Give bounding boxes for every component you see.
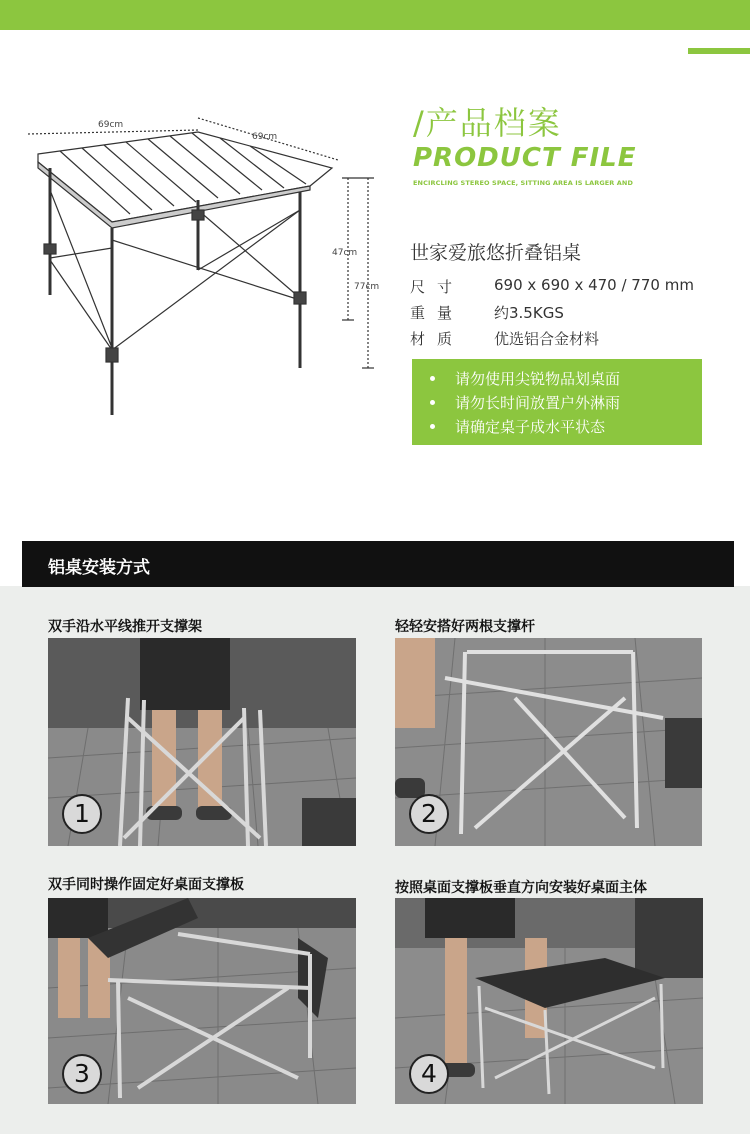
step-1-photo — [48, 638, 356, 846]
step-3-photo — [48, 898, 356, 1104]
notice-item — [430, 368, 620, 389]
care-notice-box — [412, 359, 702, 445]
product-file-title: /产品档案 — [413, 104, 562, 142]
spec-row-weight — [410, 302, 564, 323]
spec-value: 约3.5KGS — [494, 304, 564, 322]
table-line-drawing — [20, 110, 390, 430]
spec-label: 重量 — [410, 304, 465, 322]
notice-item — [430, 416, 605, 437]
step-4-photo — [395, 898, 703, 1104]
spec-value: 690 x 690 x 470 / 770 mm — [494, 276, 694, 294]
spec-label: 尺寸 — [410, 278, 465, 296]
step-4-number-badge: 4 — [409, 1054, 449, 1094]
step-2-caption: 轻轻安搭好两根支撑杆 — [395, 619, 535, 635]
bullet-icon — [430, 424, 435, 429]
step-3-caption: 双手同时操作固定好桌面支撑板 — [48, 877, 244, 893]
install-title: 铝桌安装方式 — [48, 558, 150, 578]
top-accent-bar — [0, 0, 750, 30]
product-file-tagline: ENCIRCLING STEREO SPACE, SITTING AREA IS LARGER AND — [413, 179, 633, 187]
product-name: 世家爱旅悠折叠铝桌 — [410, 242, 582, 264]
spec-value: 优选铝合金材料 — [494, 330, 600, 348]
step-1-number-badge: 1 — [62, 794, 102, 834]
product-file-title-en: PRODUCT FILE — [413, 143, 637, 173]
notice-text: 请确定桌子成水平状态 — [455, 418, 606, 436]
notice-text: 请勿长时间放置户外淋雨 — [455, 394, 621, 412]
install-header — [22, 541, 734, 587]
notice-item — [430, 392, 620, 413]
spec-label: 材质 — [410, 330, 465, 348]
notice-text: 请勿使用尖锐物品划桌面 — [455, 370, 621, 388]
step-4-caption: 按照桌面支撑板垂直方向安装好桌面主体 — [395, 880, 647, 896]
table-dimension-diagram — [20, 110, 390, 430]
step-2-photo — [395, 638, 702, 846]
bullet-icon — [430, 400, 435, 405]
side-accent-bar — [688, 48, 750, 54]
step-1-caption: 双手沿水平线推开支撑架 — [48, 619, 202, 635]
high-height-label: 77cm — [354, 282, 380, 292]
step-2-number-badge: 2 — [409, 794, 449, 834]
depth-dimension-label: 69cm — [252, 132, 278, 142]
spec-row-material — [410, 328, 599, 349]
low-height-label: 47cm — [332, 248, 358, 258]
spec-row-size — [410, 276, 694, 297]
bullet-icon — [430, 376, 435, 381]
width-dimension-label: 69cm — [98, 120, 124, 130]
step-3-number-badge: 3 — [62, 1054, 102, 1094]
